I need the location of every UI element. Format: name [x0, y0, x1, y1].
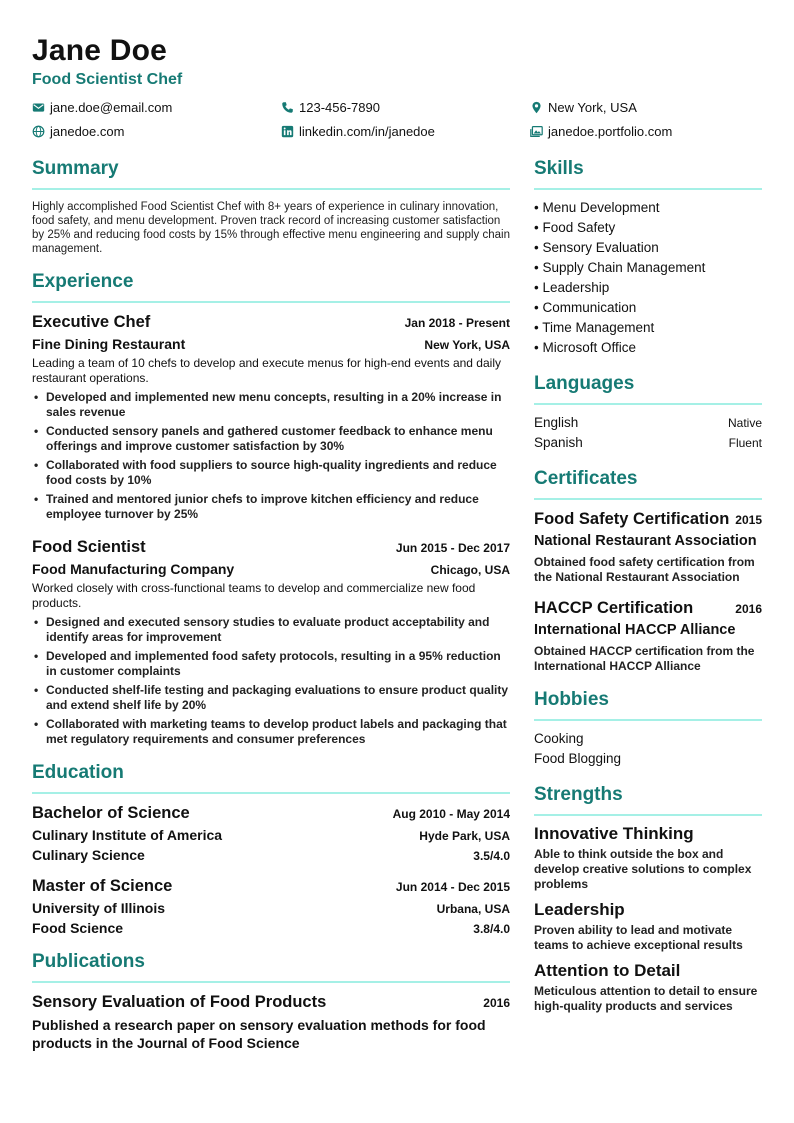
- summary-text: Highly accomplished Food Scientist Chef with 8+ years of experience in culinary innovation, food safety, and menu development. Proven track record of increasing customer satisfaction by 25% and reducing food costs by 15% through effective menu engineering and supply chain management.: [32, 201, 510, 255]
- job-bullet: • Collaborated with marketing teams to develop product labels and packaging that met regulatory requirements and consumer preferences: [32, 717, 510, 747]
- portfolio-icon: [530, 125, 543, 138]
- email-icon: [32, 101, 45, 114]
- hobby-item: Cooking: [534, 731, 584, 746]
- strength-item: [534, 900, 762, 953]
- publications-section: [32, 950, 510, 1052]
- job-bullets: [32, 615, 510, 747]
- hobby-item: Food Blogging: [534, 751, 622, 766]
- contact-website[interactable]: [32, 123, 281, 139]
- certificate-item: [534, 510, 762, 585]
- hobbies-list: [534, 729, 762, 769]
- education-dates: Jun 2014 - Dec 2015: [395, 880, 510, 894]
- job-dates: Jun 2015 - Dec 2017: [395, 541, 510, 555]
- education-item: [32, 804, 510, 863]
- certificates-section: [534, 467, 762, 674]
- job-role: Executive Chef: [32, 313, 151, 331]
- certificate-description: Obtained food safety certification from the National Restaurant Association: [534, 555, 755, 584]
- skills-list: [534, 198, 762, 358]
- skills-section: [534, 157, 762, 358]
- right-column: [534, 157, 762, 1066]
- job-bullet: • Conducted shelf-life testing and packaging evaluations to ensure product quality and extend shelf life by 20%: [32, 683, 510, 713]
- education-dates: Aug 2010 - May 2014: [392, 807, 510, 821]
- language-row: [534, 413, 762, 433]
- linkedin-icon: [281, 125, 294, 138]
- job-description: Leading a team of 10 chefs to develop and execute menus for high-end events and daily restaurant operations.: [32, 356, 501, 385]
- language-level: Fluent: [728, 436, 762, 450]
- certificate-title: Food Safety Certification: [534, 510, 730, 528]
- school: Culinary Institute of America: [32, 827, 223, 843]
- globe-icon: [32, 125, 45, 138]
- resume-body: [32, 157, 762, 1066]
- publication-year: 2016: [483, 996, 510, 1010]
- location-pin-icon: [530, 101, 543, 114]
- strength-description: Proven ability to lead and motivate teams to achieve exceptional results: [534, 923, 743, 952]
- certificate-org: National Restaurant Association: [534, 533, 757, 549]
- contact-phone[interactable]: [281, 99, 530, 115]
- hobbies-section: [534, 688, 762, 769]
- skill-item: • Communication: [534, 300, 637, 315]
- skill-item: • Microsoft Office: [534, 340, 637, 355]
- candidate-title: Food Scientist Chef: [32, 71, 183, 88]
- left-column: [32, 157, 510, 1066]
- job-bullet: • Trained and mentored junior chefs to improve kitchen efficiency and reduce employee turnover by 25%: [32, 492, 510, 522]
- degree: Bachelor of Science: [32, 804, 190, 822]
- experience-item: [32, 538, 510, 747]
- publication-title: Sensory Evaluation of Food Products: [32, 993, 327, 1011]
- job-location: New York, USA: [424, 338, 510, 352]
- candidate-name: Jane Doe: [32, 34, 167, 67]
- skill-item: • Supply Chain Management: [534, 260, 706, 275]
- skill-item: • Menu Development: [534, 200, 660, 215]
- publications-heading: Publications: [32, 950, 510, 983]
- experience-heading: Experience: [32, 270, 510, 303]
- certificate-org: International HACCP Alliance: [534, 622, 736, 638]
- school-location: Hyde Park, USA: [419, 829, 510, 843]
- school: University of Illinois: [32, 900, 166, 916]
- job-bullet: • Conducted sensory panels and gathered customer feedback to enhance menu offerings and improve customer satisfaction by 30%: [32, 424, 510, 454]
- strength-item: [534, 824, 762, 892]
- portfolio-text: janedoe.portfolio.com: [548, 123, 673, 139]
- languages-section: [534, 372, 762, 453]
- contact-email[interactable]: [32, 99, 281, 115]
- summary-section: [32, 157, 510, 256]
- languages-heading: Languages: [534, 372, 762, 405]
- experience-item: [32, 313, 510, 522]
- phone-text: 123-456-7890: [299, 99, 380, 115]
- language-name: English: [534, 415, 579, 430]
- certificate-year: 2016: [735, 602, 762, 616]
- contact-bar: [32, 99, 762, 139]
- certificate-item: [534, 599, 762, 674]
- field-of-study: Food Science: [32, 920, 124, 936]
- certificate-year: 2015: [735, 513, 762, 527]
- language-name: Spanish: [534, 435, 583, 450]
- certificates-heading: Certificates: [534, 467, 762, 500]
- publication-item: [32, 993, 510, 1052]
- phone-icon: [281, 101, 294, 114]
- job-role: Food Scientist: [32, 538, 146, 556]
- job-bullet: • Collaborated with food suppliers to source high-quality ingredients and reduce food costs by 10%: [32, 458, 510, 488]
- job-bullet: • Designed and executed sensory studies to evaluate product acceptability and identify areas for improvement: [32, 615, 510, 645]
- job-bullet: • Developed and implemented new menu concepts, resulting in a 20% increase in sales revenue: [32, 390, 510, 420]
- summary-heading: Summary: [32, 157, 510, 190]
- language-level: Native: [727, 416, 762, 430]
- linkedin-text: linkedin.com/in/janedoe: [299, 123, 435, 139]
- job-company: Food Manufacturing Company: [32, 561, 235, 577]
- school-location: Urbana, USA: [436, 902, 510, 916]
- strength-description: Able to think outside the box and develop creative solutions to complex problems: [534, 847, 752, 891]
- job-location: Chicago, USA: [430, 563, 510, 577]
- strength-title: Leadership: [534, 900, 625, 919]
- education-heading: Education: [32, 761, 510, 794]
- job-bullets: [32, 390, 510, 522]
- strengths-heading: Strengths: [534, 783, 762, 816]
- strength-description: Meticulous attention to detail to ensure high-quality products and services: [534, 984, 758, 1013]
- job-dates: Jan 2018 - Present: [404, 316, 510, 330]
- website-text: janedoe.com: [50, 123, 125, 139]
- field-of-study: Culinary Science: [32, 847, 145, 863]
- email-text: jane.doe@email.com: [50, 99, 173, 115]
- certificate-description: Obtained HACCP certification from the International HACCP Alliance: [534, 644, 755, 673]
- strength-item: [534, 961, 762, 1014]
- experience-section: [32, 270, 510, 747]
- strengths-section: [534, 783, 762, 1014]
- education-item: [32, 877, 510, 936]
- gpa: 3.8/4.0: [473, 922, 510, 936]
- gpa: 3.5/4.0: [473, 849, 510, 863]
- resume-page: [32, 34, 762, 1066]
- education-section: [32, 761, 510, 936]
- job-description: Worked closely with cross-functional teams to develop and commercialize new food products.: [32, 581, 476, 610]
- skills-heading: Skills: [534, 157, 762, 190]
- location-text: New York, USA: [548, 99, 637, 115]
- publication-description: Published a research paper on sensory evaluation methods for food products in the Journal of Food Science: [32, 1017, 486, 1051]
- degree: Master of Science: [32, 877, 173, 895]
- contact-location: [530, 99, 762, 115]
- skill-item: • Time Management: [534, 320, 655, 335]
- contact-portfolio[interactable]: [530, 123, 762, 139]
- language-row: [534, 433, 762, 453]
- skill-item: • Food Safety: [534, 220, 616, 235]
- strength-title: Attention to Detail: [534, 961, 681, 980]
- certificate-title: HACCP Certification: [534, 599, 694, 617]
- skill-item: • Sensory Evaluation: [534, 240, 659, 255]
- strength-title: Innovative Thinking: [534, 824, 694, 843]
- job-company: Fine Dining Restaurant: [32, 336, 186, 352]
- hobbies-heading: Hobbies: [534, 688, 762, 721]
- contact-linkedin[interactable]: [281, 123, 530, 139]
- job-bullet: • Developed and implemented food safety protocols, resulting in a 95% reduction in customer complaints: [32, 649, 510, 679]
- skill-item: • Leadership: [534, 280, 610, 295]
